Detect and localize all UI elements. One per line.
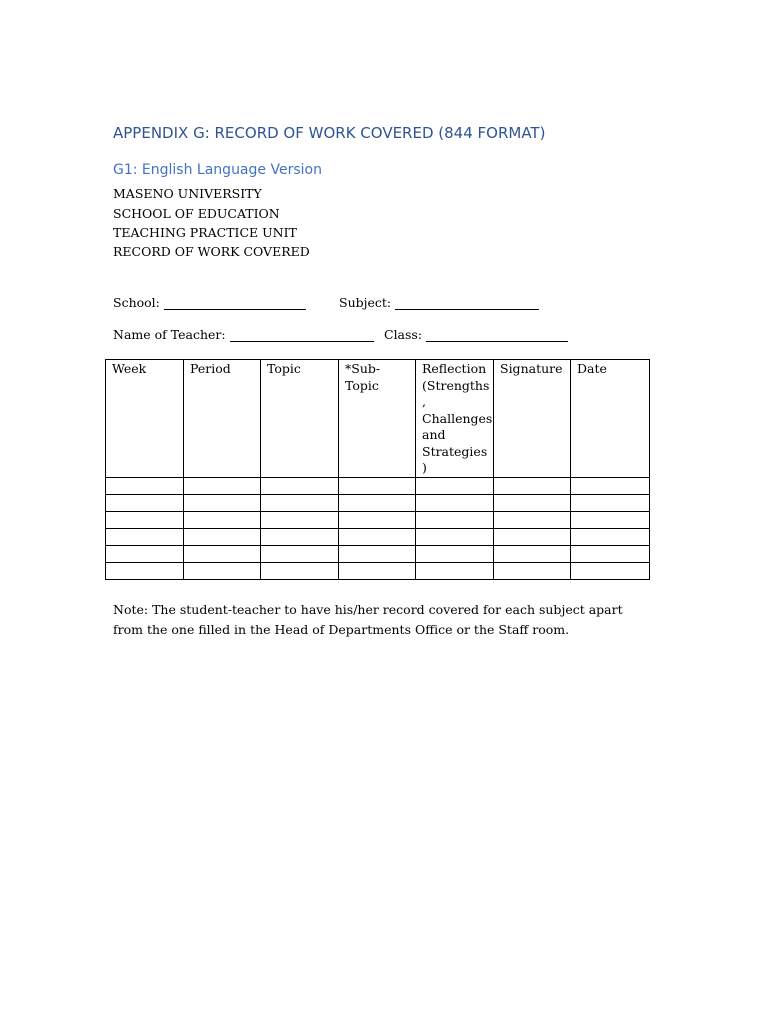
col-week: Week <box>106 360 184 478</box>
table-cell[interactable] <box>184 512 261 529</box>
school-label: School: <box>113 295 160 310</box>
teacher-field <box>113 327 374 342</box>
table-cell[interactable] <box>416 529 494 546</box>
table-cell[interactable] <box>494 546 571 563</box>
table-cell[interactable] <box>106 529 184 546</box>
table-cell[interactable] <box>261 529 339 546</box>
table-cell[interactable] <box>416 512 494 529</box>
note-text: Note: The student-teacher to have his/her record covered for each subject apart from the one filled in the Head of Departments Office or the Staff room. <box>113 602 623 637</box>
col-reflection: Reflection (Strengths , Challenges and Strategies ) <box>416 360 494 478</box>
class-blank <box>426 329 568 342</box>
table-cell[interactable] <box>106 546 184 563</box>
table-row <box>106 546 650 563</box>
col-date: Date <box>571 360 650 478</box>
table-cell[interactable] <box>494 512 571 529</box>
table-cell[interactable] <box>261 563 339 580</box>
table-cell[interactable] <box>416 495 494 512</box>
col-period: Period <box>184 360 261 478</box>
table-cell[interactable] <box>339 529 416 546</box>
table-cell[interactable] <box>571 478 650 495</box>
table-header-row <box>106 360 650 478</box>
table-cell[interactable] <box>106 495 184 512</box>
subject-field <box>339 295 539 310</box>
table-cell[interactable] <box>184 563 261 580</box>
table-cell[interactable] <box>106 512 184 529</box>
class-label: Class: <box>384 327 423 342</box>
table-cell[interactable] <box>494 529 571 546</box>
table-cell[interactable] <box>261 546 339 563</box>
table-cell[interactable] <box>106 563 184 580</box>
subject-blank <box>395 297 539 310</box>
table-cell[interactable] <box>571 546 650 563</box>
table-cell[interactable] <box>571 529 650 546</box>
subject-label: Subject: <box>339 295 392 310</box>
version-subheading: G1: English Language Version <box>113 162 322 178</box>
table-row <box>106 512 650 529</box>
appendix-heading: APPENDIX G: RECORD OF WORK COVERED (844 FORMAT) <box>113 124 546 142</box>
table-cell[interactable] <box>261 512 339 529</box>
table-cell[interactable] <box>416 563 494 580</box>
school-line: SCHOOL OF EDUCATION <box>113 206 280 221</box>
table-cell[interactable] <box>339 495 416 512</box>
table-cell[interactable] <box>184 546 261 563</box>
table-cell[interactable] <box>261 495 339 512</box>
table-row <box>106 478 650 495</box>
table-cell[interactable] <box>184 478 261 495</box>
table-cell[interactable] <box>339 512 416 529</box>
table-row <box>106 495 650 512</box>
teacher-blank <box>230 329 374 342</box>
table-cell[interactable] <box>571 512 650 529</box>
table-row <box>106 529 650 546</box>
class-field <box>384 327 568 342</box>
table-row <box>106 563 650 580</box>
col-signature: Signature <box>494 360 571 478</box>
table-cell[interactable] <box>261 478 339 495</box>
university-line: MASENO UNIVERSITY <box>113 186 262 201</box>
table-cell[interactable] <box>416 478 494 495</box>
record-title-line: RECORD OF WORK COVERED <box>113 244 310 259</box>
table-cell[interactable] <box>416 546 494 563</box>
table-cell[interactable] <box>184 495 261 512</box>
col-topic: Topic <box>261 360 339 478</box>
table-cell[interactable] <box>571 563 650 580</box>
table-cell[interactable] <box>494 563 571 580</box>
table-cell[interactable] <box>106 478 184 495</box>
col-subtopic: *Sub-Topic <box>339 360 416 478</box>
table-cell[interactable] <box>339 478 416 495</box>
table-cell[interactable] <box>184 529 261 546</box>
school-blank <box>164 297 306 310</box>
table-cell[interactable] <box>494 478 571 495</box>
unit-line: TEACHING PRACTICE UNIT <box>113 225 297 240</box>
table-cell[interactable] <box>494 495 571 512</box>
table-cell[interactable] <box>339 546 416 563</box>
record-table <box>105 359 650 580</box>
school-field <box>113 295 306 310</box>
table-cell[interactable] <box>571 495 650 512</box>
table-cell[interactable] <box>339 563 416 580</box>
teacher-label: Name of Teacher: <box>113 327 226 342</box>
